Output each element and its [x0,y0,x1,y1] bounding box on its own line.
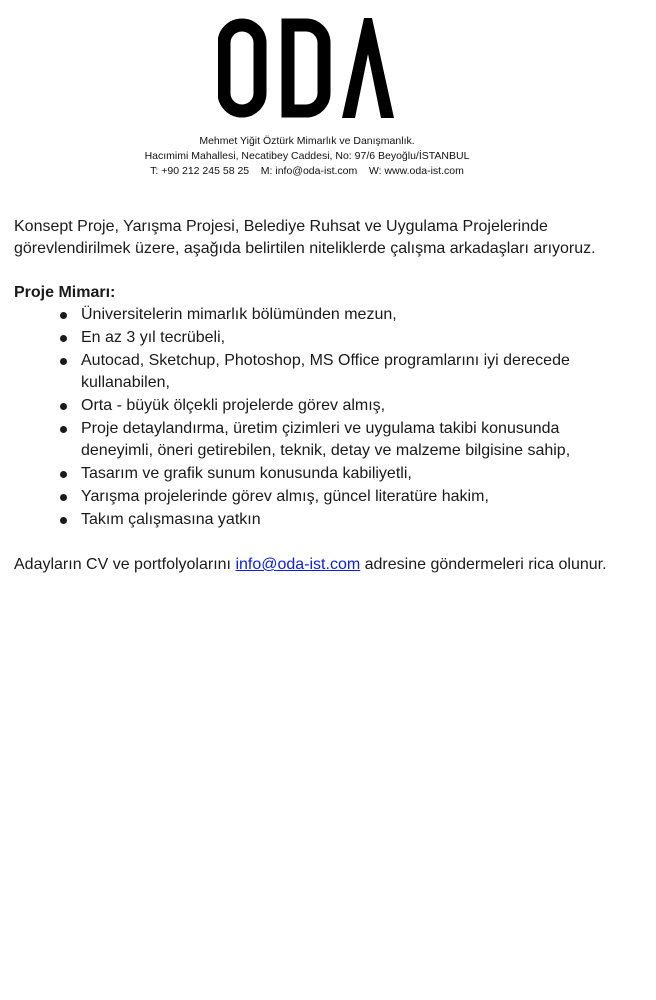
bullet-icon [60,312,67,319]
closing-text-after: adresine göndermeleri rica olunur. [360,556,607,573]
bullet-icon [60,471,67,478]
list-item [14,395,614,418]
intro-paragraph: Konsept Proje, Yarışma Projesi, Belediye Ruhsat ve Uygulama Projelerinde görevlendirilmek üzere, aşağıda belirtilen niteliklerde çalışma arkadaşları arıyoruz. [14,218,596,257]
requirement-text: Proje detaylandırma, üretim çizimleri ve uygulama takibi konusunda deneyimli, öneri getirebilen, teknik, detay ve malzeme bilgisine sahip, [81,420,571,459]
bullet-icon [60,517,67,524]
list-item [14,463,614,486]
requirement-text: En az 3 yıl tecrübeli, [81,329,226,346]
requirement-text: Yarışma projelerinde görev almış, güncel literatüre hakim, [81,488,489,505]
job-posting [14,216,614,576]
closing-text-before: Adayların CV ve portfolyolarını [14,556,236,573]
requirement-text: Autocad, Sketchup, Photoshop, MS Office programlarını iyi derecede kullanabilen, [81,352,570,391]
bullet-icon [60,494,67,501]
list-item [14,304,614,327]
bullet-icon [60,335,67,342]
bullet-icon [60,426,67,433]
requirement-text: Takım çalışmasına yatkın [81,511,261,528]
list-item [14,327,614,350]
list-item [14,486,614,509]
company-contact: T: +90 212 245 58 25 M: info@oda-ist.com W: www.oda-ist.com [150,165,464,177]
requirement-text: Orta - büyük ölçekli projelerde görev almış, [81,397,386,414]
list-item [14,350,614,395]
requirements-list [14,304,614,532]
email-link[interactable]: info@oda-ist.com [235,556,361,573]
bullet-icon [60,358,67,365]
bullet-icon [60,403,67,410]
section-title: Proje Mimarı: [14,284,116,301]
company-address: Hacımimi Mahallesi, Necatibey Caddesi, No: 97/6 Beyoğlu/İSTANBUL [144,150,470,162]
company-name: Mehmet Yiğit Öztürk Mimarlık ve Danışmanlık. [199,135,415,147]
requirement-text: Üniversitelerin mimarlık bölümünden mezun, [81,306,397,323]
company-header [0,134,614,179]
list-item [14,509,614,532]
requirement-text: Tasarım ve grafik sunum konusunda kabiliyetli, [81,465,412,482]
closing-paragraph [14,554,614,576]
list-item [14,418,614,463]
oda-logo [218,18,394,118]
